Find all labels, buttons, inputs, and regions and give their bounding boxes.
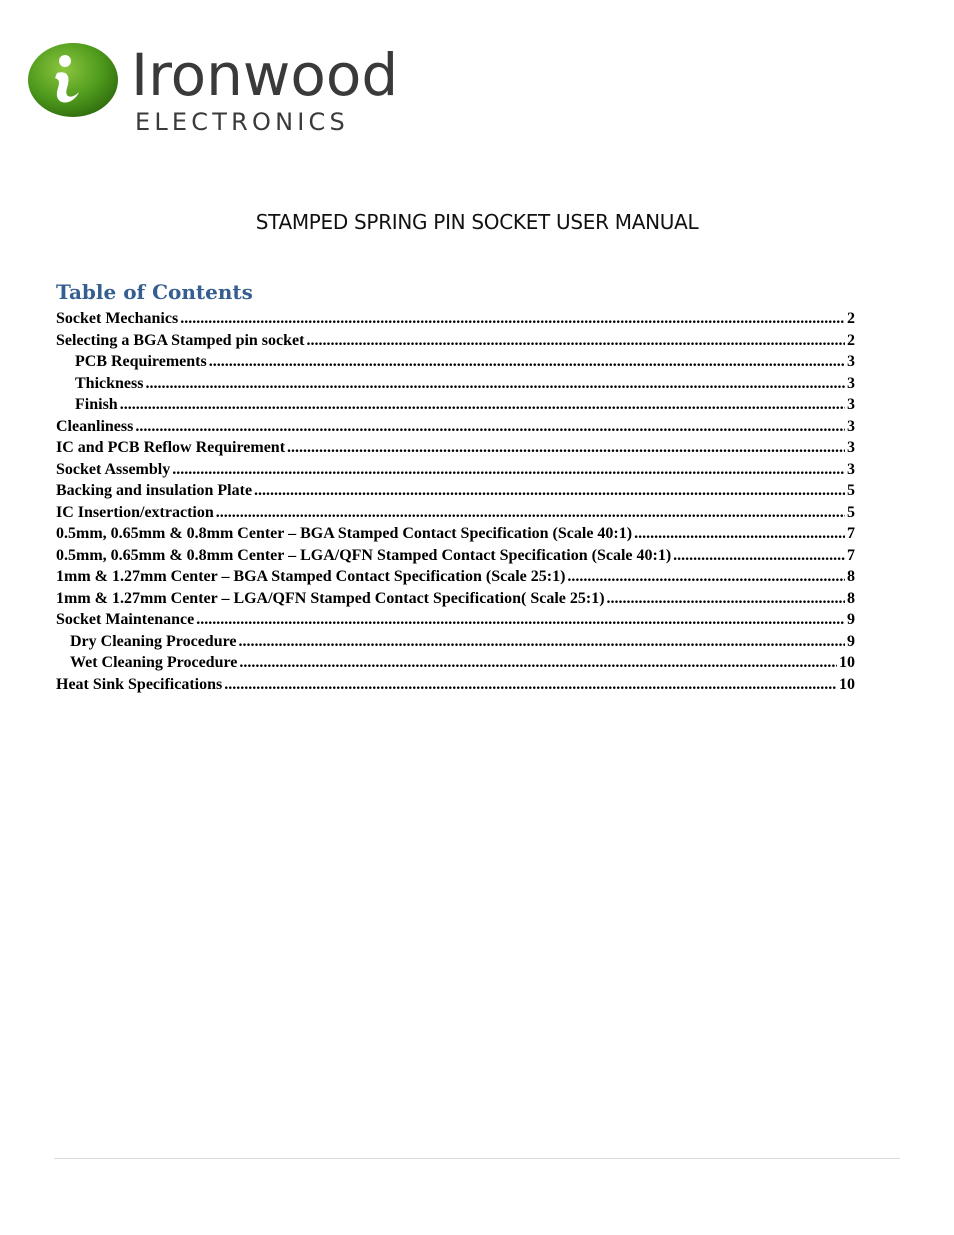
toc-entry[interactable] [56, 568, 855, 590]
toc-page-number: 10 [839, 675, 855, 693]
toc-page-number: 9 [847, 632, 855, 650]
toc-leader-dots [567, 568, 845, 586]
toc-leader-dots [135, 418, 845, 436]
toc-leader-dots [239, 633, 846, 651]
toc-entry-label: Selecting a BGA Stamped pin socket [56, 331, 305, 349]
toc-leader-dots [254, 482, 845, 500]
toc-entry-label: IC Insertion/extraction [56, 503, 214, 521]
toc-entry-label: 0.5mm, 0.65mm & 0.8mm Center – LGA/QFN Stamped Contact Specification (Scale 40:1) [56, 546, 672, 564]
toc-page-number: 5 [847, 482, 855, 499]
toc-entry[interactable] [56, 590, 855, 612]
toc-entry-label: 1mm & 1.27mm Center – LGA/QFN Stamped Contact Specification( Scale 25:1) [56, 589, 605, 607]
toc-page-number: 10 [839, 654, 855, 671]
toc-entry-label: Socket Maintenance [56, 611, 195, 628]
toc-entry-label: Thickness [75, 374, 144, 392]
toc-entry[interactable] [56, 396, 855, 418]
toc-entry[interactable] [56, 353, 855, 375]
toc-entry-label: 0.5mm, 0.65mm & 0.8mm Center – BGA Stamped Contact Specification (Scale 40:1) [56, 525, 633, 542]
toc-leader-dots [239, 654, 837, 672]
toc-entry[interactable] [56, 418, 855, 440]
toc-entry-label: Heat Sink Specifications [56, 675, 223, 693]
toc-entry[interactable] [56, 611, 855, 633]
toc-page-number: 7 [847, 546, 855, 564]
toc-leader-dots [196, 611, 845, 629]
table-of-contents [56, 310, 855, 697]
toc-page-number: 8 [847, 568, 855, 585]
toc-leader-dots [180, 310, 845, 328]
toc-entry-label: Socket Mechanics [56, 310, 179, 327]
toc-entry[interactable] [56, 654, 855, 676]
toc-leader-dots [673, 547, 845, 565]
toc-page-number: 3 [847, 353, 855, 370]
toc-entry-label: Cleanliness [56, 417, 134, 435]
toc-entry[interactable] [56, 375, 855, 397]
toc-entry-label: Wet Cleaning Procedure [70, 654, 238, 671]
toc-heading: Table of Contents [56, 280, 253, 304]
toc-entry-label: Finish [75, 396, 118, 413]
toc-entry-label: Socket Assembly [56, 460, 171, 478]
footer-divider [54, 1158, 900, 1159]
toc-entry[interactable] [56, 439, 855, 461]
toc-entry[interactable] [56, 461, 855, 483]
toc-leader-dots [216, 504, 845, 522]
toc-leader-dots [224, 676, 837, 694]
toc-entry-label: IC and PCB Reflow Requirement [56, 439, 286, 456]
toc-page-number: 3 [847, 374, 855, 392]
toc-page-number: 8 [847, 589, 855, 607]
toc-entry-label: PCB Requirements [75, 353, 207, 370]
toc-page-number: 3 [847, 417, 855, 435]
ironwood-emblem-icon [27, 40, 123, 120]
toc-leader-dots [172, 461, 845, 479]
toc-entry-label: 1mm & 1.27mm Center – BGA Stamped Contact Specification (Scale 25:1) [56, 568, 566, 585]
toc-entry[interactable] [56, 633, 855, 655]
toc-leader-dots [287, 439, 845, 457]
toc-leader-dots [209, 353, 845, 371]
toc-entry[interactable] [56, 332, 855, 354]
document-title: STAMPED SPRING PIN SOCKET USER MANUAL [255, 210, 699, 234]
toc-leader-dots [306, 332, 845, 350]
toc-leader-dots [145, 375, 845, 393]
toc-page-number: 3 [847, 460, 855, 478]
toc-page-number: 2 [847, 331, 855, 349]
toc-page-number: 2 [847, 310, 855, 327]
toc-entry[interactable] [56, 547, 855, 569]
toc-page-number: 5 [847, 503, 855, 521]
toc-page-number: 3 [847, 439, 855, 456]
toc-entry[interactable] [56, 525, 855, 547]
toc-leader-dots [607, 590, 845, 608]
toc-entry[interactable] [56, 310, 855, 332]
toc-page-number: 9 [847, 611, 855, 628]
toc-leader-dots [634, 525, 845, 543]
logo-wordmark: Ironwood [131, 41, 399, 109]
toc-entry-label: Backing and insulation Plate [56, 482, 253, 499]
toc-entry[interactable] [56, 504, 855, 526]
toc-entry-label: Dry Cleaning Procedure [70, 632, 237, 650]
toc-page-number: 3 [847, 396, 855, 413]
logo-subline: ELECTRONICS [135, 108, 349, 136]
toc-page-number: 7 [847, 525, 855, 542]
company-logo [27, 40, 407, 140]
toc-leader-dots [120, 396, 845, 414]
toc-entry[interactable] [56, 482, 855, 504]
toc-entry[interactable] [56, 676, 855, 698]
